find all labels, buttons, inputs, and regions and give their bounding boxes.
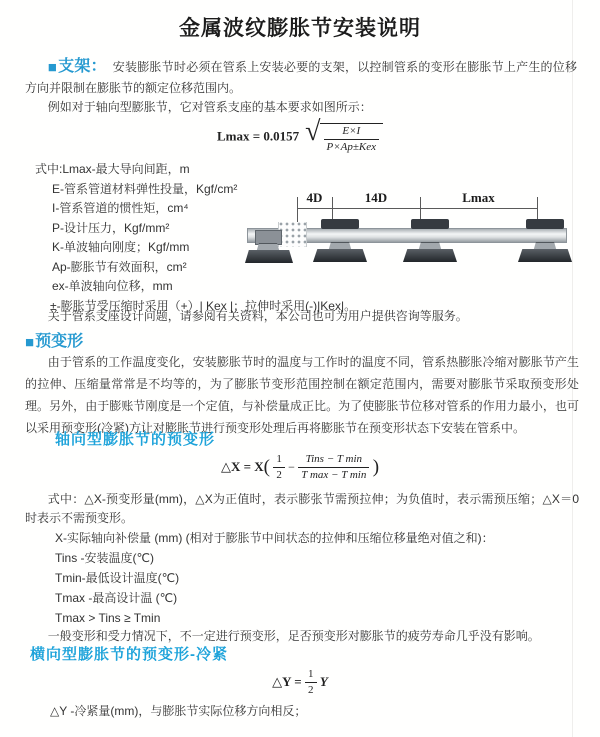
- lmax-formula-numerator: E×I: [324, 125, 380, 140]
- sqrt-radical: [305, 116, 383, 154]
- lateral-formula-rhs: Y: [319, 673, 328, 689]
- lateral-subheading: 横向型膨胀节的预变形-冷紧: [30, 646, 228, 663]
- lateral-formula-lhs: △Y =: [272, 673, 302, 689]
- open-paren: (: [263, 456, 270, 478]
- definition-line: E-管系管道材料弹性投量，Kgf/cm²: [52, 181, 238, 196]
- definition-line: ex-单波轴向位移，mm: [52, 279, 173, 293]
- definition-line: 式中:Lmax-最大导向间距，m: [35, 162, 190, 176]
- axial-explanation: 式中：△X-预变形量(mm)，△X为正值时，表示膨张节需预拉伸；为负值时，表示需预压缩；△X＝0时表示不需预变形。: [25, 492, 579, 525]
- lmax-formula-denominator: P×Ap±Kex: [326, 141, 377, 154]
- lateral-frac-half: [305, 668, 317, 697]
- dim-label-4d: 4D: [306, 190, 323, 205]
- frac-num: 1: [305, 668, 317, 683]
- page-title: 金属波纹膨胀节安装说明: [179, 17, 421, 40]
- minus-operator: −: [288, 460, 295, 475]
- predeform-heading-row: [25, 328, 89, 351]
- support-intro-text: 安装膨胀节时必须在管系上安装必要的支架，以控制管系的变形在膨胀节上产生的位移方向并限制在膨胀节的额定位移范围内。: [25, 60, 577, 95]
- definition-line: ±-膨胀节受压缩时采用（+）| Kex |；拉伸时采用(-)|Kex|。: [50, 298, 357, 313]
- support-example-line: 例如对于轴向型膨胀节，它对管系支座的基本要求如图所示：: [47, 100, 372, 114]
- dim-label-lmax: Lmax: [462, 190, 495, 205]
- definition-line: I-管系管道的惯性矩，cm⁴: [52, 201, 189, 215]
- frac-den: 2: [308, 684, 314, 697]
- definition-line: K-单波轴向刚度；Kgf/mm: [52, 240, 190, 254]
- axial-item: Tmin-最低设计温度(℃): [55, 571, 180, 585]
- axial-subheading: 轴向型膨胀节的预变形: [55, 431, 216, 448]
- axial-items: [55, 528, 494, 628]
- dimension-baseline: [297, 208, 537, 209]
- lmax-formula-lhs: Lmax = 0.0157: [216, 128, 300, 144]
- section-heading-predeform: 预变形: [35, 333, 84, 350]
- axial-note: 一般变形和受力情况下，不一定进行预变形，足否预变形对膨胀节的疲劳寿命几乎没有影响。: [47, 629, 540, 643]
- guide-saddle: [526, 219, 564, 229]
- predeform-paragraph: 由于管系的工作温度变化，安装膨胀节时的温度与工作时的温度不同，管系热膨胀冷缩对膨胀节产生的拉伸、压缩量常常是不均等的，为了膨胀节变形范围控制在额定范围内，需要对膨胀节采取预变形处理。另外，由于膨账节刚度是一个定值，与补偿量成正比。为了使膨胀节位移对管系的作用力最小，也可以采用预变形(冷紧)方让对膨胀节进行预变形处理后再将膨胀节在预变形状态下安装在管系中。: [25, 355, 579, 435]
- support-paragraph: [25, 57, 577, 98]
- section-heading-support: 支架：: [58, 58, 107, 75]
- guide-base: [403, 249, 457, 262]
- anchor-base: [245, 250, 293, 263]
- support-note: 关于管系支座设计问题，请参阅有关资料，本公司也可为用户提供咨询等服务。: [47, 309, 468, 323]
- section-marker-icon: ■: [47, 59, 58, 76]
- definition-line: P-设计压力，Kgf/mm²: [52, 220, 170, 235]
- lateral-formula: [0, 668, 600, 697]
- axial-frac-temp: [298, 453, 369, 482]
- guide-base: [313, 249, 367, 262]
- bellows-icon: [278, 222, 307, 247]
- frac-den: T max − T min: [301, 469, 367, 482]
- guide-saddle: [321, 219, 359, 229]
- dim-label-14d: 14D: [364, 190, 388, 205]
- anchor-clamp: [255, 230, 282, 245]
- axial-item: Tmax -最高设计温 (℃): [55, 591, 178, 605]
- frac-num: 1: [273, 453, 285, 468]
- radical-sign-icon: √: [305, 116, 321, 147]
- guide-base: [518, 249, 572, 262]
- close-paren: ): [372, 456, 380, 478]
- axial-formula-lhs: △X = X: [220, 458, 264, 474]
- frac-num: Tins − T min: [298, 453, 369, 468]
- axial-item: Tins -安装温度(℃): [55, 551, 155, 565]
- frac-den: 2: [276, 469, 282, 482]
- axial-formula: [0, 453, 600, 482]
- lmax-formula: [0, 116, 600, 154]
- guide-saddle: [411, 219, 449, 229]
- axial-frac-half: [273, 453, 285, 482]
- lateral-item: △Y -冷紧量(mm)，与膨胀节实际位移方向相反；: [50, 704, 307, 718]
- section-marker-icon: ■: [25, 334, 35, 351]
- pipe-support-diagram: [245, 186, 567, 278]
- axial-item: Tmax > Tins ≥ Tmin: [55, 611, 161, 625]
- definition-line: Ap-膨胀节有效面积，cm²: [52, 259, 187, 274]
- axial-item: X-实际轴向补偿量 (mm) (相对于膨胀节中间状态的拉伸和压缩位移量绝对值之和)：: [55, 531, 494, 545]
